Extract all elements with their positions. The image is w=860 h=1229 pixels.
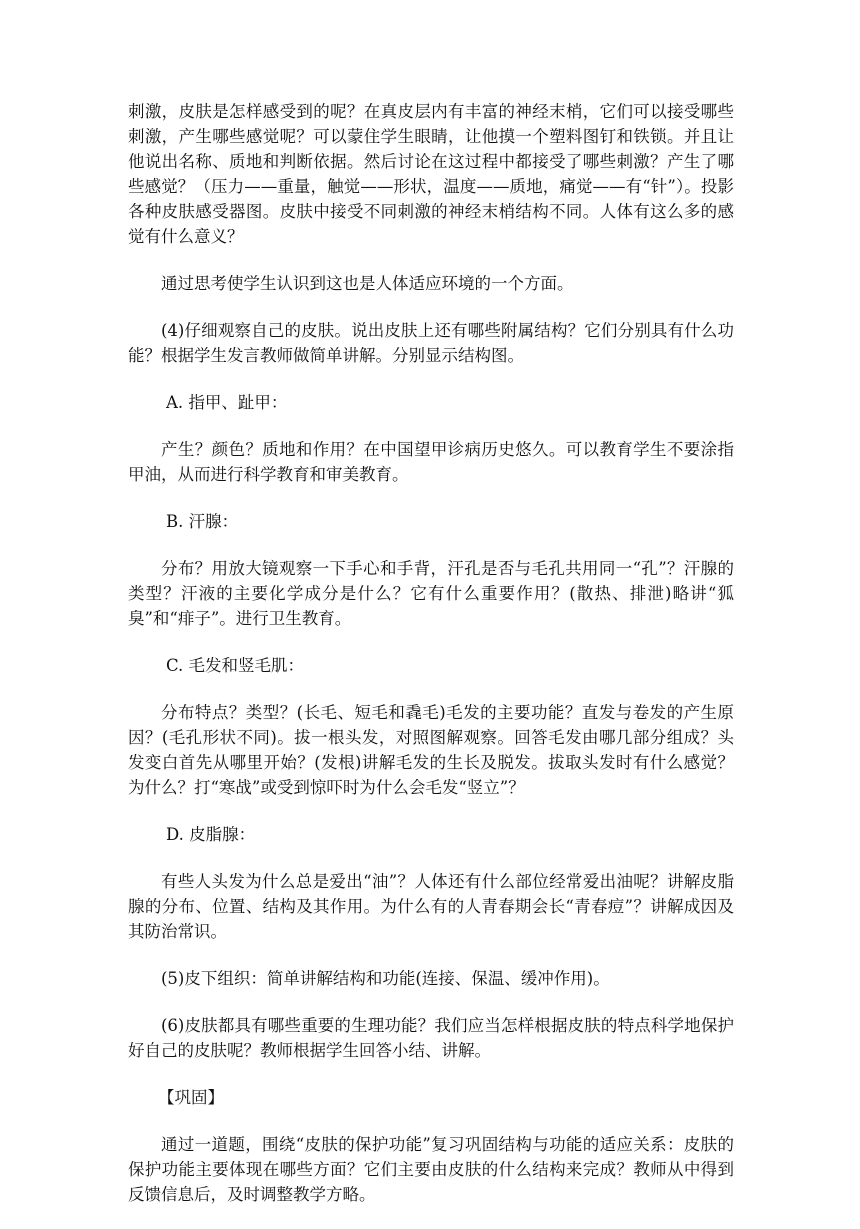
- paragraph-nails: 产生？颜色？质地和作用？在中国望甲诊病历史悠久。可以教育学生不要涂指甲油，从而进行科学教育和审美教育。: [128, 440, 734, 484]
- subheading-sebaceous-glands: D. 皮脂腺：: [166, 825, 256, 844]
- section-heading-consolidation: 【巩固】: [158, 1088, 224, 1107]
- subheading-sweat-glands: B. 汗腺：: [166, 512, 239, 531]
- paragraph-hair: 分布特点？类型？(长毛、短毛和毳毛)毛发的主要功能？直发与卷发的产生原因？(毛孔形状不同)。拔一根头发，对照图解观察。回答毛发由哪几部分组成？头发变白首先从哪里开始？(发根)讲解毛发的生长及脱发。拔取头发时有什么感觉？为什么？打“寒战”或受到惊吓时为什么会毛发“竖立”？: [128, 703, 734, 797]
- paragraph-adaptation: 通过思考使学生认识到这也是人体适应环境的一个方面。: [161, 274, 574, 293]
- paragraph-sweat-glands: 分布？用放大镜观察一下手心和手背，汗孔是否与毛孔共用同一“孔”？汗腺的类型？汗液的主要化学成分是什么？它有什么重要作用？(散热、排泄)略讲“狐臭”和“痱子”。进行卫生教育。: [128, 559, 734, 628]
- paragraph-item-6: (6)皮肤都具有哪些重要的生理功能？我们应当怎样根据皮肤的特点科学地保护好自己的皮肤呢？教师根据学生回答小结、讲解。: [128, 1016, 734, 1060]
- paragraph-item-5: (5)皮下组织：简单讲解结构和功能(连接、保温、缓冲作用)。: [161, 969, 610, 988]
- paragraph-sebaceous-glands: 有些人头发为什么总是爱出“油”？人体还有什么部位经常爱出油呢？讲解皮脂腺的分布、位置、结构及其作用。为什么有的人青春期会长“青春痘”？讲解成因及其防治常识。: [128, 872, 734, 941]
- paragraph-consolidation: 通过一道题，围绕“皮肤的保护功能”复习巩固结构与功能的适应关系：皮肤的保护功能主要体现在哪些方面？它们主要由皮肤的什么结构来完成？教师从中得到反馈信息后，及时调整教学方略。: [128, 1135, 734, 1204]
- subheading-nails: A. 指甲、趾甲：: [166, 393, 288, 412]
- document-body: [128, 99, 734, 1229]
- subheading-hair: C. 毛发和竖毛肌：: [166, 656, 305, 675]
- paragraph-skin-sensation: 刺激，皮肤是怎样感受到的呢？在真皮层内有丰富的神经末梢，它们可以接受哪些刺激，产生哪些感觉呢？可以蒙住学生眼睛，让他摸一个塑料图钉和铁锁。并且让他说出名称、质地和判断依据。然后讨论在这过程中都接受了哪些刺激？产生了哪些感觉？（压力——重量，触觉——形状，温度——质地，痛觉——有“针”）。投影各种皮肤感受器图。皮肤中接受不同刺激的神经末梢结构不同。人体有这么多的感觉有什么意义？: [128, 102, 734, 246]
- paragraph-item-4: (4)仔细观察自己的皮肤。说出皮肤上还有哪些附属结构？它们分别具有什么功能？根据学生发言教师做简单讲解。分别显示结构图。: [128, 321, 734, 365]
